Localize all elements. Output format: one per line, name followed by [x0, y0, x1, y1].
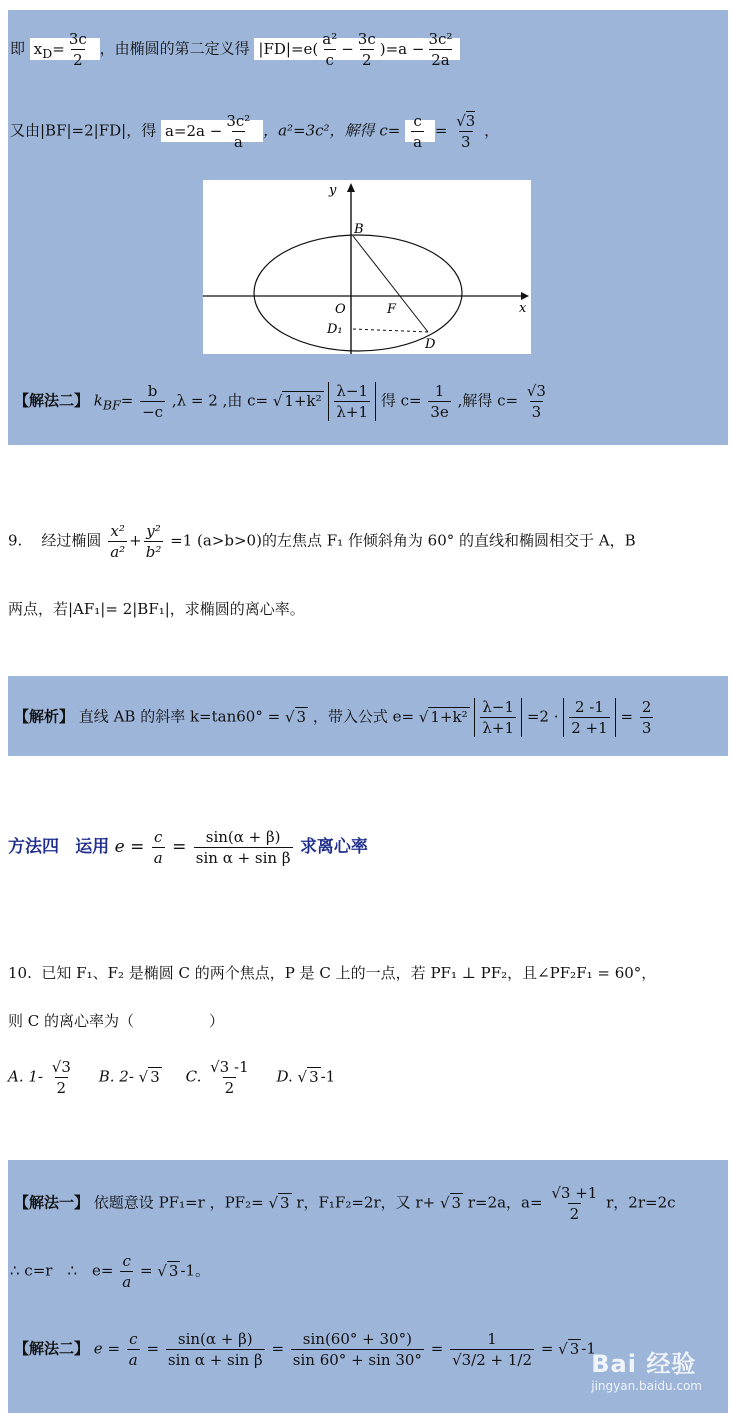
- label-f: F: [387, 302, 397, 317]
- label-d1: D₁: [327, 322, 343, 337]
- baidu-watermark: [591, 1344, 702, 1393]
- solution10-method1-line2: ∴ c=r ∴ e= $\frac{c}{a}$ = √ 3 -1。: [10, 1252, 211, 1291]
- problem-number: 9.: [8, 531, 23, 550]
- problem10-options: A. 1- $\frac{√3}{2}$ B. 2- √ 3 C. $\frac{√3 -1}{2}$ D. √ 3 -1: [8, 1058, 336, 1097]
- label-y: y: [329, 183, 337, 198]
- solution9: 【解析】 直线 AB 的斜率 k=tan60° = √ 3 ，带入公式 e= √ 1+k² $\frac{\lambda-1}{\lambda+1}$ =2 · $\frac{2 -1}{2 +1}$ = $\frac{2}{3}$: [14, 698, 652, 737]
- fraction: $\frac{3c}{2}$: [68, 30, 87, 69]
- block1-line2: 又由|BF|=2|FD|，得 a=2a − $\frac{\text{3c²}}{a}$ ，a²=3c²，解得 c= $\frac{c}{a}$ = $\frac{√3}{3}$ ，: [10, 112, 500, 151]
- method4-heading: 方法四 运用 e = $\frac{c}{a}$ = $\frac{\sin(\alpha + \beta)}{\text{sin α + sin β}}$ 求离心率: [8, 828, 368, 867]
- method2-label-10: 【解法二】: [14, 1339, 90, 1358]
- watermark-url: jingyan.baidu.com: [591, 1379, 702, 1393]
- label-o: O: [335, 302, 346, 317]
- watermark-brand: Bai 经验: [591, 1350, 697, 1378]
- xd-expression: $x_D=$ $\frac{3c}{2}$: [30, 38, 100, 60]
- option-b: B. 2-: [98, 1067, 134, 1086]
- a-equation: a=2a − $\frac{\text{3c²}}{a}$: [161, 120, 263, 142]
- method1-label: 【解法一】: [14, 1193, 90, 1212]
- fd-expression: |FD|=e( $\frac{\text{a²}}{c}$ − $\frac{3c}{2}$ )=a − $\frac{\text{3c²}}{2a}$: [254, 38, 460, 60]
- ellipse-figure: [203, 180, 531, 354]
- problem9-line1: 9. 经过椭圆 $\frac{\text{x²}}{\text{a²}}$ + $\frac{\text{y²}}{\text{b²}}$ =1 (a>b>0)的左焦点 F₁ 作倾斜角为 60° 的直线和椭圆相交于 A，B: [8, 522, 636, 561]
- sqrt3-over-3: $\frac{√3}{3}$: [456, 112, 476, 151]
- method2-label: 【解法二】: [14, 391, 90, 410]
- method4-label: 方法四: [8, 837, 59, 857]
- analysis-label: 【解析】: [14, 707, 75, 726]
- block1-method2: 【解法二】 $k_{BF}=$ $\frac{b}{-c}$ ,λ = 2 ,由 c= √ 1+k² $\frac{\lambda-1}{\lambda+1}$ 得 c= $\frac{1}{3e}$ ,解得 c= $\frac{√3}{3}$: [14, 382, 546, 421]
- problem9-line2: 两点，若|AF₁|= 2|BF₁|，求椭圆的离心率。: [8, 600, 305, 618]
- solution10-method1: 【解法一】 依题意设 PF₁=r ，PF₂= √ 3 r，F₁F₂=2r，又 r+ √ 3 r=2a，a= $\frac{√3 +1}{2}$ r，2r=2c: [14, 1184, 676, 1223]
- label-b: B: [354, 222, 364, 237]
- solution10-method2: 【解法二】 e = $\frac{c}{a}$ = $\frac{\sin(\alpha + \beta)}{\text{sin α + sin β}}$ = $\frac{\sin(60^\circ + 30^\circ)}{\sin 60^\circ + \sin 30^\circ}$ = $\frac{1}{√3/2 + 1/2}$ = √ 3 -1: [14, 1330, 596, 1369]
- option-d: D.: [276, 1067, 293, 1086]
- ca-fraction: $\frac{c}{a}$: [405, 120, 435, 142]
- ellipse-diagram: [203, 180, 531, 354]
- problem10-line2: 则 C 的离心率为（ ）: [8, 1012, 225, 1030]
- problem10-line1: 10. 已知 F₁、F₂ 是椭圆 C 的两个焦点，P 是 C 上的一点，若 PF₁ ⊥ PF₂，且∠PF₂F₁ = 60°，: [8, 964, 657, 982]
- option-c: C.: [185, 1067, 202, 1086]
- option-a: A. 1-: [8, 1067, 43, 1086]
- block1-line1: 即 $x_D=$ $\frac{3c}{2}$ ，由椭圆的第二定义得 |FD|=e( $\frac{\text{a²}}{c}$ − $\frac{3c}{2}$ )=a − $\frac{\text{3c²}}{2a}$: [10, 30, 460, 69]
- label-x: x: [519, 301, 527, 316]
- label-d: D: [425, 337, 436, 352]
